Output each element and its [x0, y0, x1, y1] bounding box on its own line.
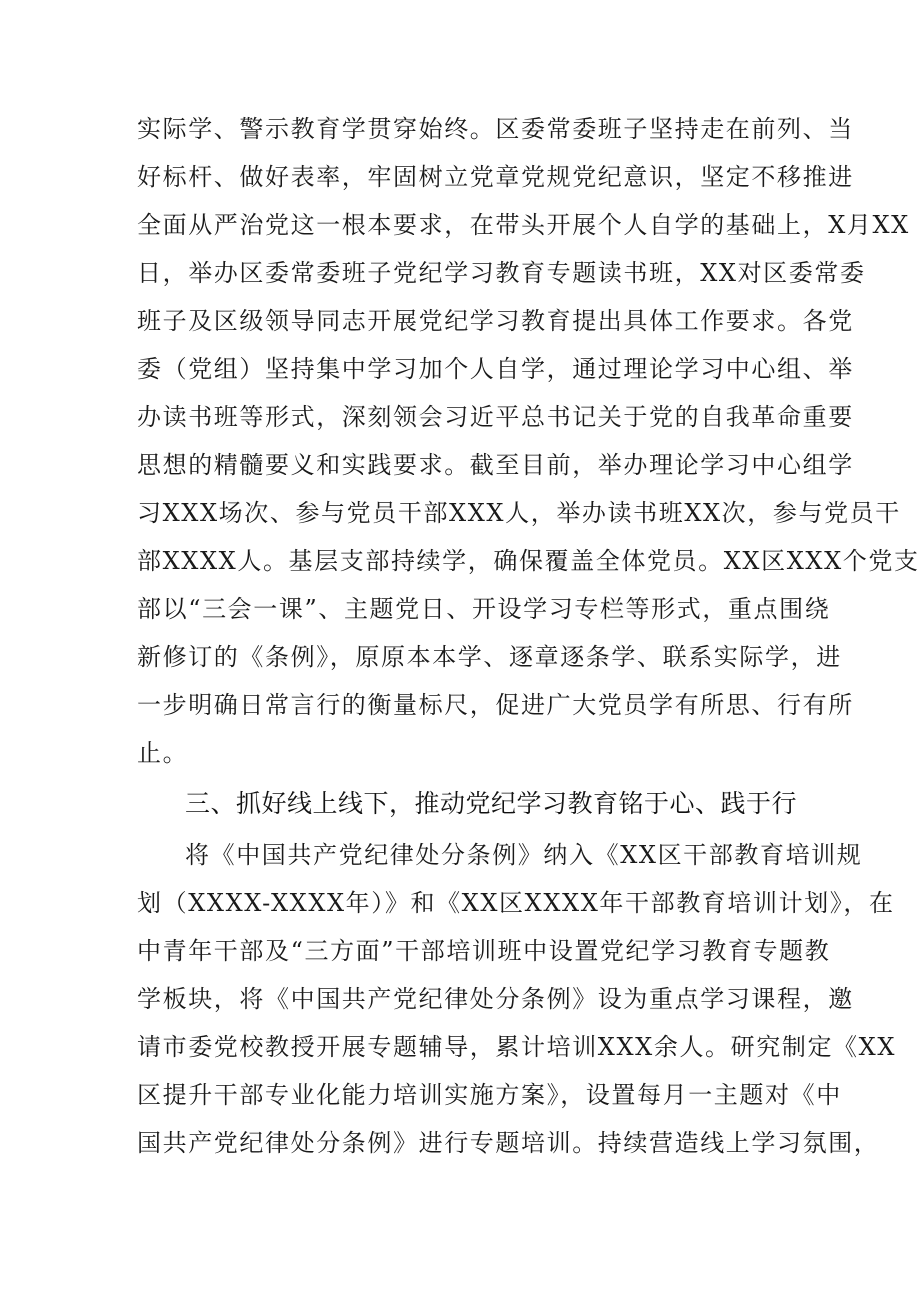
paragraph-line: 部以“三会一课”、主题党日、开设学习专栏等形式，重点围绕 — [137, 595, 831, 623]
paragraph-line: 一步明确日常言行的衡量标尺，促进广大党员学有所思、行有所 — [137, 691, 854, 719]
paragraph-line: 将《中国共产党纪律处分条例》纳入《XX区干部教育培训规 — [185, 841, 863, 869]
paragraph-line: 中青年干部及“三方面”干部培训班中设置党纪学习教育专题教 — [137, 937, 831, 965]
section-heading: 三、抓好线上线下，推动党纪学习教育铭于心、践于行 — [185, 789, 798, 818]
paragraph-line: 好标杆、做好表率，牢固树立党章党规党纪意识，坚定不移推进 — [137, 163, 854, 191]
paragraph-line: 日，举办区委常委班子党纪学习教育专题读书班，XX对区委常委 — [137, 259, 866, 287]
paragraph-line: 新修订的《条例》，原原本本学、逐章逐条学、联系实际学，进 — [137, 643, 842, 671]
paragraph-line: 请市委党校教授开展专题辅导，累计培训XXX余人。研究制定《XX — [137, 1033, 897, 1061]
paragraph-line: 划（XXXX-XXXX年）》和《XX区XXXX年干部教育培训计划》，在 — [137, 889, 895, 917]
paragraph-line: 学板块，将《中国共产党纪律处分条例》设为重点学习课程，邀 — [137, 985, 854, 1013]
paragraph-line: 国共产党纪律处分条例》进行专题培训。持续营造线上学习氛围， — [137, 1129, 880, 1157]
paragraph-line: 实际学、警示教育学贯穿始终。区委常委班子坚持走在前列、当 — [137, 115, 854, 143]
paragraph-line: 止。 — [137, 739, 189, 767]
paragraph-line: 习XXX场次、参与党员干部XXX人，举办读书班XX次，参与党员干 — [137, 499, 901, 527]
paragraph-line: 思想的精髓要义和实践要求。截至目前，举办理论学习中心组学 — [137, 451, 854, 479]
paragraph-line: 部XXXX人。基层支部持续学，确保覆盖全体党员。XX区XXX个党支 — [137, 547, 920, 575]
paragraph-line: 办读书班等形式，深刻领会习近平总书记关于党的自我革命重要 — [137, 403, 854, 431]
paragraph-line: 全面从严治党这一根本要求，在带头开展个人自学的基础上，X月XX — [137, 211, 910, 239]
paragraph-line: 委（党组）坚持集中学习加个人自学，通过理论学习中心组、举 — [137, 355, 854, 383]
paragraph-line: 班子及区级领导同志开展党纪学习教育提出具体工作要求。各党 — [137, 307, 854, 335]
paragraph-line: 区提升干部专业化能力培训实施方案》，设置每月一主题对《中 — [137, 1081, 842, 1109]
